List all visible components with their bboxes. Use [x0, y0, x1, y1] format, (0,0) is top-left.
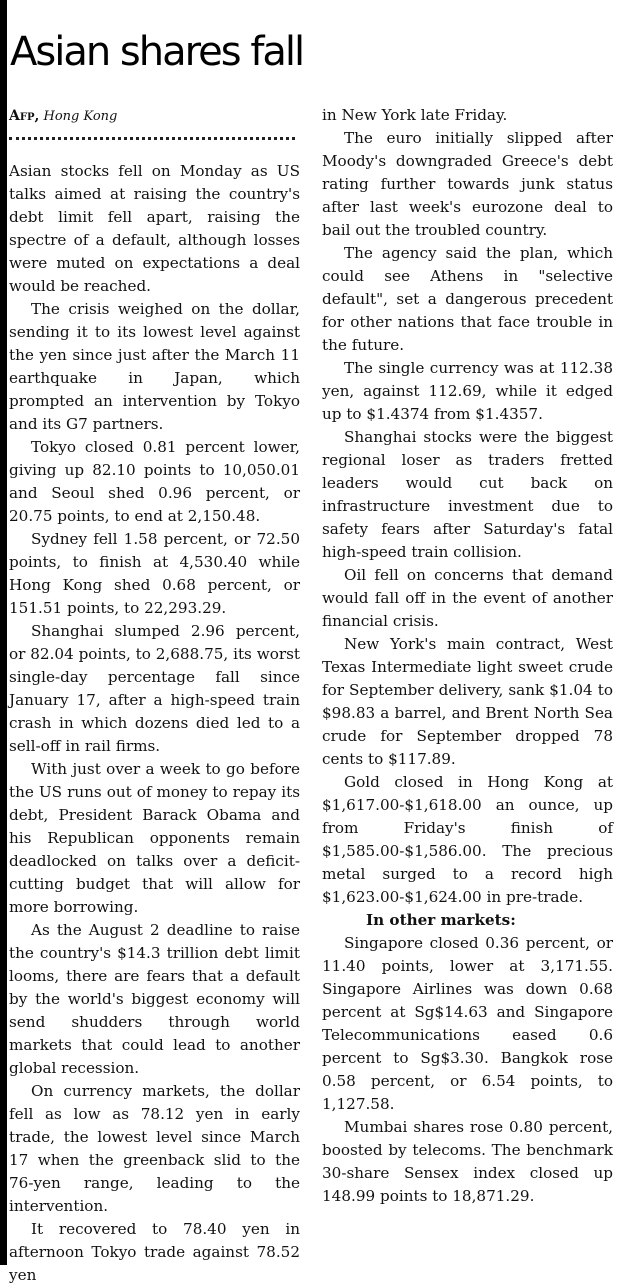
dotted-divider — [9, 137, 295, 160]
paragraph: Oil fell on concerns that demand would fall off in the event of another financial crisis. — [322, 566, 613, 630]
paragraph: Singapore closed 0.36 percent, or 11.40 points, lower at 3,171.55. Singapore Airlines was down 0.68 percent at Sg$14.63 and Singapore Telecommunications eased 0.6 percent to Sg$3.30. Bangkok rose 0.58 percent, or 6.54 points, to 1,127.58. — [322, 934, 613, 1113]
byline-place: Hong Kong — [43, 109, 118, 124]
paragraph: The single currency was at 112.38 yen, against 112.69, while it edged up to $1.4374 from $1.4357. — [322, 359, 613, 423]
paragraph: New York's main contract, West Texas Intermediate light sweet crude for September delivery, sank $1.04 to $98.83 a barrel, and Brent North Sea crude for September dropped 78 cents to $117.89. — [322, 635, 613, 768]
paragraph: Shanghai slumped 2.96 percent, or 82.04 points, to 2,688.75, its worst single-day percentage fall since January 17, after a high-speed train crash in which dozens died led to a sell-off in rail firms. — [9, 622, 300, 755]
paragraph: Gold closed in Hong Kong at $1,617.00-$1,618.00 an ounce, up from Friday's finish of $1,585.00-$1,586.00. The precious metal surged to a record high $1,623.00-$1,624.00 in pre-trade. — [322, 773, 613, 906]
paragraph: Asian stocks fell on Monday as US talks aimed at raising the country's debt limit fell apart, raising the spectre of a default, although losses were muted on expectations a deal would be reached. — [9, 162, 300, 295]
paragraph: Tokyo closed 0.81 percent lower, giving up 82.10 points to 10,050.01 and Seoul shed 0.96 percent, or 20.75 points, to end at 2,150.48. — [9, 438, 300, 525]
paragraph: Sydney fell 1.58 percent, or 72.50 points, to finish at 4,530.40 while Hong Kong shed 0.68 percent, or 151.51 points, to 22,293.29. — [9, 530, 300, 617]
paragraph: It recovered to 78.40 yen in afternoon Tokyo trade against 78.52 yen — [9, 1220, 300, 1284]
paragraph: As the August 2 deadline to raise the country's $14.3 trillion debt limit looms, there are fears that a default by the world's biggest economy will send shudders through world markets that could lead to another global recession. — [9, 921, 300, 1077]
paragraph: Shanghai stocks were the biggest regional loser as traders fretted leaders would cut back on infrastructure investment due to safety fears after Saturday's fatal high-speed train collision. — [322, 428, 613, 561]
byline-agency: Afp, — [9, 108, 40, 124]
headline: Asian shares fall — [10, 29, 304, 75]
paragraph: On currency markets, the dollar fell as low as 78.12 yen in early trade, the lowest level since March 17 when the greenback slid to the 76-yen range, leading to the intervention. — [9, 1082, 300, 1215]
article-column-right — [322, 104, 613, 1208]
paragraph-continuation: in New York late Friday. — [322, 106, 508, 124]
article-column-left — [9, 104, 300, 1287]
paragraph: The agency said the plan, which could see Athens in "selective default", set a dangerous precedent for other nations that face trouble in the future. — [322, 244, 613, 354]
byline — [9, 104, 300, 129]
left-border-bar — [0, 0, 7, 1265]
paragraph: The euro initially slipped after Moody's downgraded Greece's debt rating further towards junk status after last week's eurozone deal to bail out the troubled country. — [322, 129, 613, 239]
subheading: In other markets: — [366, 911, 516, 929]
paragraph: With just over a week to go before the US runs out of money to repay its debt, President Barack Obama and his Republican opponents remain deadlocked on talks over a deficit-cutting budget that will allow for more borrowing. — [9, 760, 300, 916]
paragraph: Mumbai shares rose 0.80 percent, boosted by telecoms. The benchmark 30-share Sensex index closed up 148.99 points to 18,871.29. — [322, 1118, 613, 1205]
paragraph: The crisis weighed on the dollar, sending it to its lowest level against the yen since just after the March 11 earthquake in Japan, which prompted an intervention by Tokyo and its G7 partners. — [9, 300, 300, 433]
